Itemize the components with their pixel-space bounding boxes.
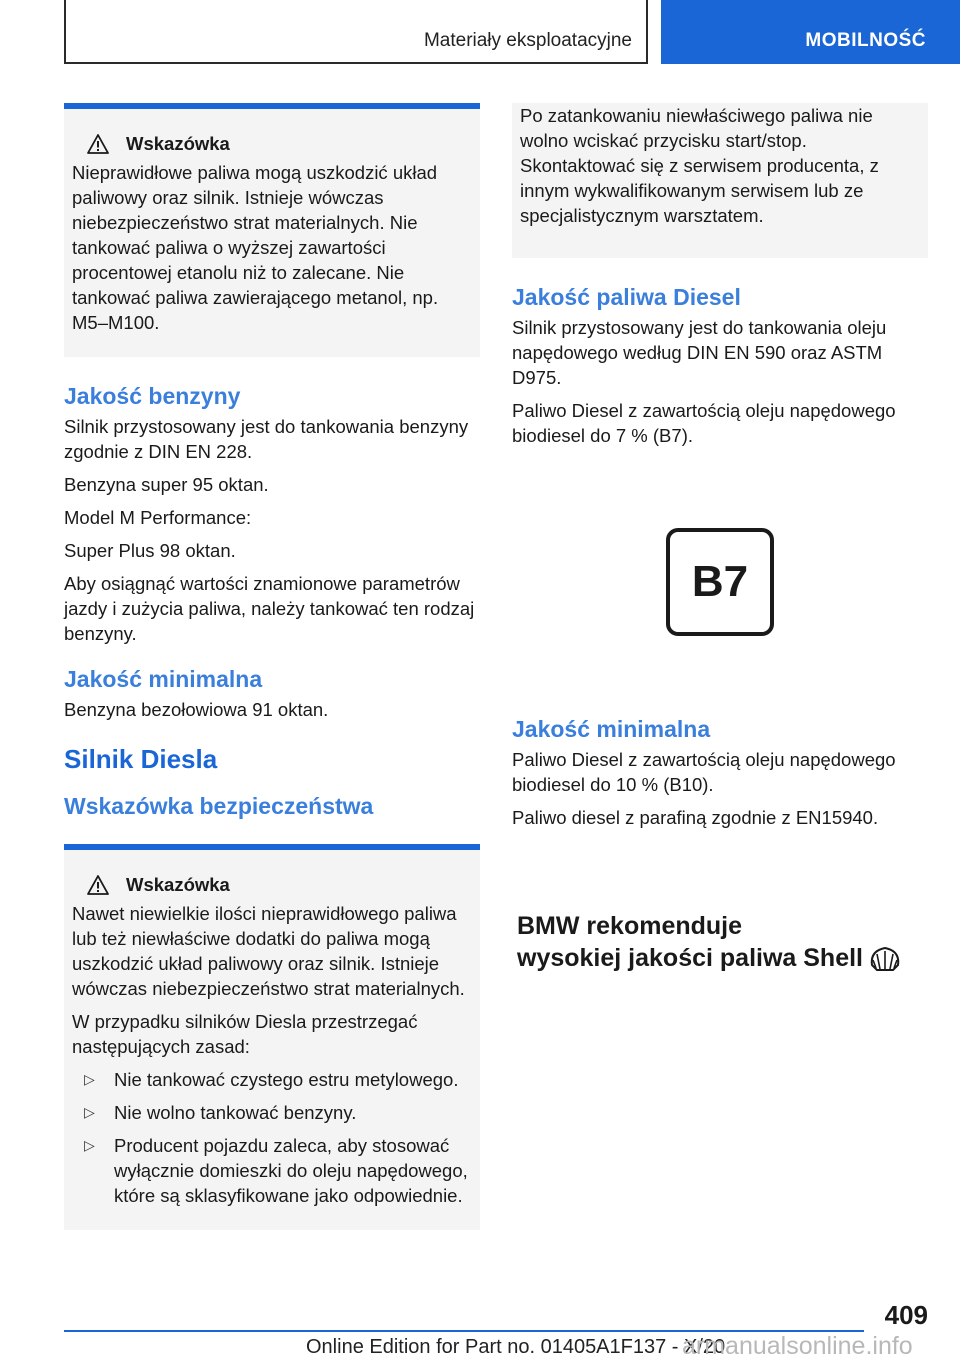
left-column	[64, 103, 480, 1230]
list-item	[84, 1100, 472, 1125]
note-text-2: W przypadku silników Diesla przestrzegać następujących zasad:	[72, 1011, 418, 1057]
petrol-text-2: Benzyna super 95 oktan.	[64, 474, 269, 495]
min-quality-heading-diesel: Jakość minimalna	[512, 716, 711, 742]
petrol-text-4: Super Plus 98 oktan.	[64, 540, 236, 561]
note-box-diesel	[64, 844, 480, 1230]
list-item	[84, 1067, 472, 1092]
b7-fuel-label: B7	[666, 528, 774, 636]
triangle-right-icon: ▷	[84, 1071, 95, 1087]
note-text-1: Nawet niewielkie ilości nieprawidłowego paliwa lub też niewłaściwe dodatki do paliwa mogą uszkodzić układ paliwowy oraz silnik. Istnieje wówczas niebezpieczeństwo strat materialnych.	[72, 903, 465, 999]
note-text: Po zatankowaniu niewłaściwego paliwa nie wolno wciskać przycisku start/stop. Skontaktować się z serwisem producenta, z innym wykwalifikowanym serwisem lub ze specjalistycznym warsztatem.	[520, 105, 879, 226]
list-item	[84, 1133, 472, 1208]
diesel-text-2: Paliwo Diesel z zawartością oleju napędowego biodiesel do 7 % (B7).	[512, 400, 896, 446]
footer-edition: Online Edition for Part no. 01405A1F137 - X/20	[306, 1336, 726, 1358]
list-item-text: Nie tankować czystego estru metylowego.	[114, 1069, 459, 1090]
min-diesel-text-2: Paliwo diesel z parafiną zgodnie z EN15940.	[512, 807, 879, 828]
header-chapter-label: MOBILNOŚĆ	[805, 30, 926, 51]
header-section-title: Materiały eksploatacyjne	[423, 30, 632, 51]
safety-note-heading: Wskazówka bezpieczeństwa	[64, 793, 374, 819]
b7-label-wrapper	[512, 528, 928, 636]
shell-line-2-wrap	[517, 942, 901, 974]
diesel-rules-list	[72, 1067, 472, 1208]
list-item-text: Producent pojazdu zaleca, aby stosować wyłącznie domieszki do oleju napędowego, które są sklasyfikowane jako odpowiednie.	[114, 1135, 468, 1206]
note-label: Wskazówka	[126, 874, 230, 895]
note-box-fuel	[64, 103, 480, 357]
triangle-right-icon: ▷	[84, 1104, 95, 1120]
note-text: Nieprawidłowe paliwa mogą uszkodzić układ paliwowy oraz silnik. Istnieje wówczas niebezpieczeństwo strat materialnych. Nie tankować paliwa o wyższej zawartości procentowej etanolu niż to zalecane. Nie tankować paliwa zawierającego metanol, np. M5–M100.	[72, 162, 439, 333]
petrol-text-3: Model M Performance:	[64, 507, 252, 528]
petrol-text-5: Aby osiągnąć wartości znamionowe parametrów jazdy i zużycia paliwa, należy tankować ten rodzaj benzyny.	[64, 573, 475, 644]
note-label: Wskazówka	[126, 133, 230, 154]
note-header	[86, 131, 472, 156]
shell-line-2: wysokiej jakości paliwa Shell	[517, 944, 863, 972]
note-box-continued	[512, 103, 928, 258]
header-chapter-tab[interactable]	[661, 0, 960, 64]
min-diesel-text-1: Paliwo Diesel z zawartością oleju napędowego biodiesel do 10 % (B10).	[512, 749, 896, 795]
warning-triangle-icon	[86, 133, 110, 155]
shell-recommendation	[517, 910, 901, 974]
note-header	[86, 872, 472, 897]
diesel-engine-heading: Silnik Diesla	[64, 744, 218, 774]
petrol-text-1: Silnik przystosowany jest do tankowania benzyny zgodnie z DIN EN 228.	[64, 416, 469, 462]
min-quality-text: Benzyna bezołowiowa 91 oktan.	[64, 699, 329, 720]
petrol-quality-heading: Jakość benzyny	[64, 383, 241, 409]
page-number: 409	[884, 1300, 928, 1330]
right-column	[512, 103, 928, 838]
triangle-right-icon: ▷	[84, 1137, 95, 1153]
diesel-text-1: Silnik przystosowany jest do tankowania oleju napędowego według DIN EN 590 oraz ASTM D975.	[512, 317, 887, 388]
list-item-text: Nie wolno tankować benzyny.	[114, 1102, 357, 1123]
min-quality-heading: Jakość minimalna	[64, 666, 263, 692]
watermark: armanualsonline.info	[682, 1332, 913, 1360]
shell-line-1: BMW rekomenduje	[517, 912, 743, 940]
header-section-box	[64, 0, 648, 64]
diesel-quality-heading: Jakość paliwa Diesel	[512, 284, 741, 310]
warning-triangle-icon	[86, 874, 110, 896]
shell-logo-icon	[869, 945, 901, 973]
